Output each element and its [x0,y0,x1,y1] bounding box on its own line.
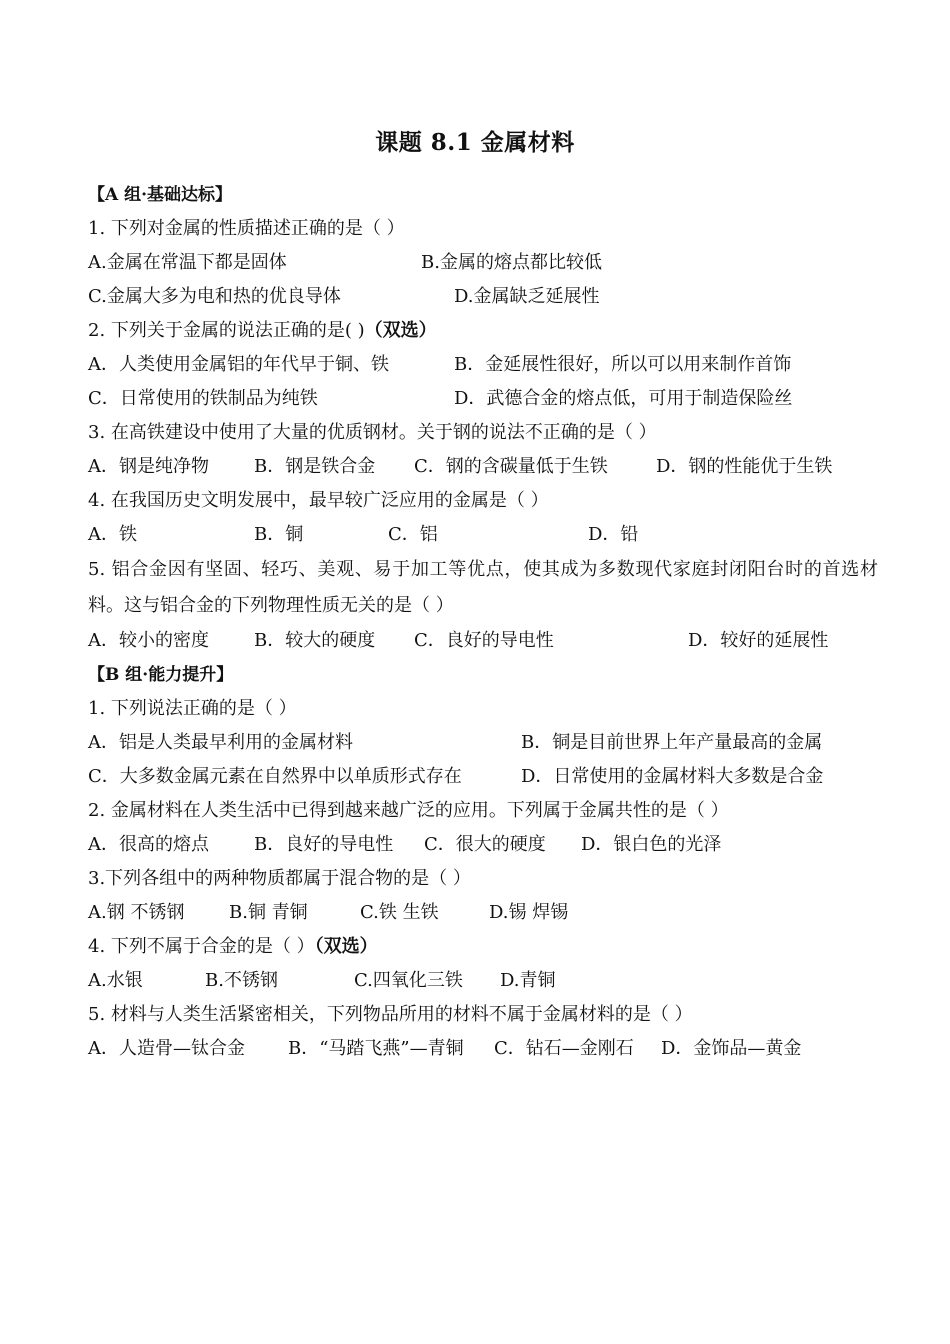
option-c: C．钢的含碳量低于生铁 [414,456,608,477]
option-a: A．钢是纯净物 [88,456,209,477]
option-d: D．日常使用的金属材料大多数是合金 [521,766,824,787]
question-b2-options [88,828,878,862]
question-a1-options-row2 [88,280,878,314]
question-b1-options-row1 [88,726,878,760]
worksheet-body [88,178,878,1066]
option-c: C.四氧化三铁 [354,970,463,991]
option-b: B．较大的硬度 [254,630,376,651]
option-d: D．银白色的光泽 [581,834,722,855]
option-d: D．金饰品—黄金 [661,1038,802,1059]
option-d: D.金属缺乏延展性 [454,286,600,307]
question-a2-stem [88,314,878,348]
question-a1-stem: 1. 下列对金属的性质描述正确的是（ ） [88,218,405,239]
question-b3-stem: 3.下列各组中的两种物质都属于混合物的是（ ） [88,868,471,889]
option-b: B.不锈钢 [205,970,278,991]
question-a1-options-row1 [88,246,878,280]
option-c: C．良好的导电性 [414,630,554,651]
option-b: B.金属的熔点都比较低 [421,252,602,273]
question-a2-options-row1 [88,348,878,382]
option-a: A.水银 [88,970,143,991]
option-a: A．很高的熔点 [88,834,209,855]
option-d: D.青铜 [500,970,556,991]
option-c: C．铝 [388,524,438,545]
question-a4-options [88,518,878,552]
question-a4-stem: 4. 在我国历史文明发展中，最早较广泛应用的金属是（ ） [88,490,549,511]
question-b5-options [88,1032,878,1066]
question-b3-options [88,896,878,930]
option-a: A．较小的密度 [88,630,209,651]
group-a-header: 【A 组·基础达标】 [88,185,233,205]
question-a5-options [88,624,878,658]
option-c: C．大多数金属元素在自然界中以单质形式存在 [88,766,462,787]
question-a5-stem: 5. 铝合金因有坚固、轻巧、美观、易于加工等优点，使其成为多数现代家庭封闭阳台时的首选材料。这与铝合金的下列物理性质无关的是（ ） [88,559,878,616]
option-d: D.锡 焊锡 [489,902,569,923]
option-c: C．钻石—金刚石 [494,1038,634,1059]
option-a: A．铁 [88,524,137,545]
option-b: B．“马踏飞燕”—青铜 [288,1038,464,1059]
question-b5-stem: 5. 材料与人类生活紧密相关，下列物品所用的材料不属于金属材料的是（ ） [88,1004,693,1025]
option-b: B．铜是目前世界上年产量最高的金属 [521,732,823,753]
option-b: B．金延展性很好，所以可以用来制作首饰 [454,354,792,375]
option-b: B．铜 [254,524,304,545]
question-a3-stem: 3. 在高铁建设中使用了大量的优质钢材。关于钢的说法不正确的是（ ） [88,422,657,443]
question-a3-options [88,450,878,484]
option-b: B．钢是铁合金 [254,456,376,477]
question-b4-tag: （双选） [314,936,378,957]
option-d: D．武德合金的熔点低，可用于制造保险丝 [454,388,793,409]
option-d: D．钢的性能优于生铁 [656,456,833,477]
page-title: 课题 8.1 金属材料 [375,129,575,156]
question-a2-tag: （双选） [364,320,437,341]
option-b: B.铜 青铜 [229,902,308,923]
question-a2-options-row2 [88,382,878,416]
question-b1-stem: 1. 下列说法正确的是（ ） [88,698,297,719]
option-c: C．很大的硬度 [424,834,546,855]
option-b: B．良好的导电性 [254,834,394,855]
option-c: C．日常使用的铁制品为纯铁 [88,388,318,409]
question-b4-stem [88,930,878,964]
question-b2-stem: 2. 金属材料在人类生活中已得到越来越广泛的应用。下列属于金属共性的是（ ） [88,800,729,821]
option-a: A.钢 不锈钢 [88,902,185,923]
option-c: C.铁 生铁 [360,902,439,923]
question-b4-text: 4. 下列不属于合金的是（ ） [88,936,315,957]
option-a: A．铝是人类最早利用的金属材料 [88,732,353,753]
option-a: A．人造骨—钛合金 [88,1038,245,1059]
option-c: C.金属大多为电和热的优良导体 [88,286,341,307]
question-a2-text: 2. 下列关于金属的说法正确的是( ) [88,320,365,341]
option-d: D．铅 [588,524,639,545]
option-d: D．较好的延展性 [688,630,829,651]
question-b4-options [88,964,878,998]
option-a: A.金属在常温下都是固体 [88,252,287,273]
question-b1-options-row2 [88,760,878,794]
group-b-header: 【B 组·能力提升】 [88,665,234,685]
option-a: A．人类使用金属铝的年代早于铜、铁 [88,354,389,375]
